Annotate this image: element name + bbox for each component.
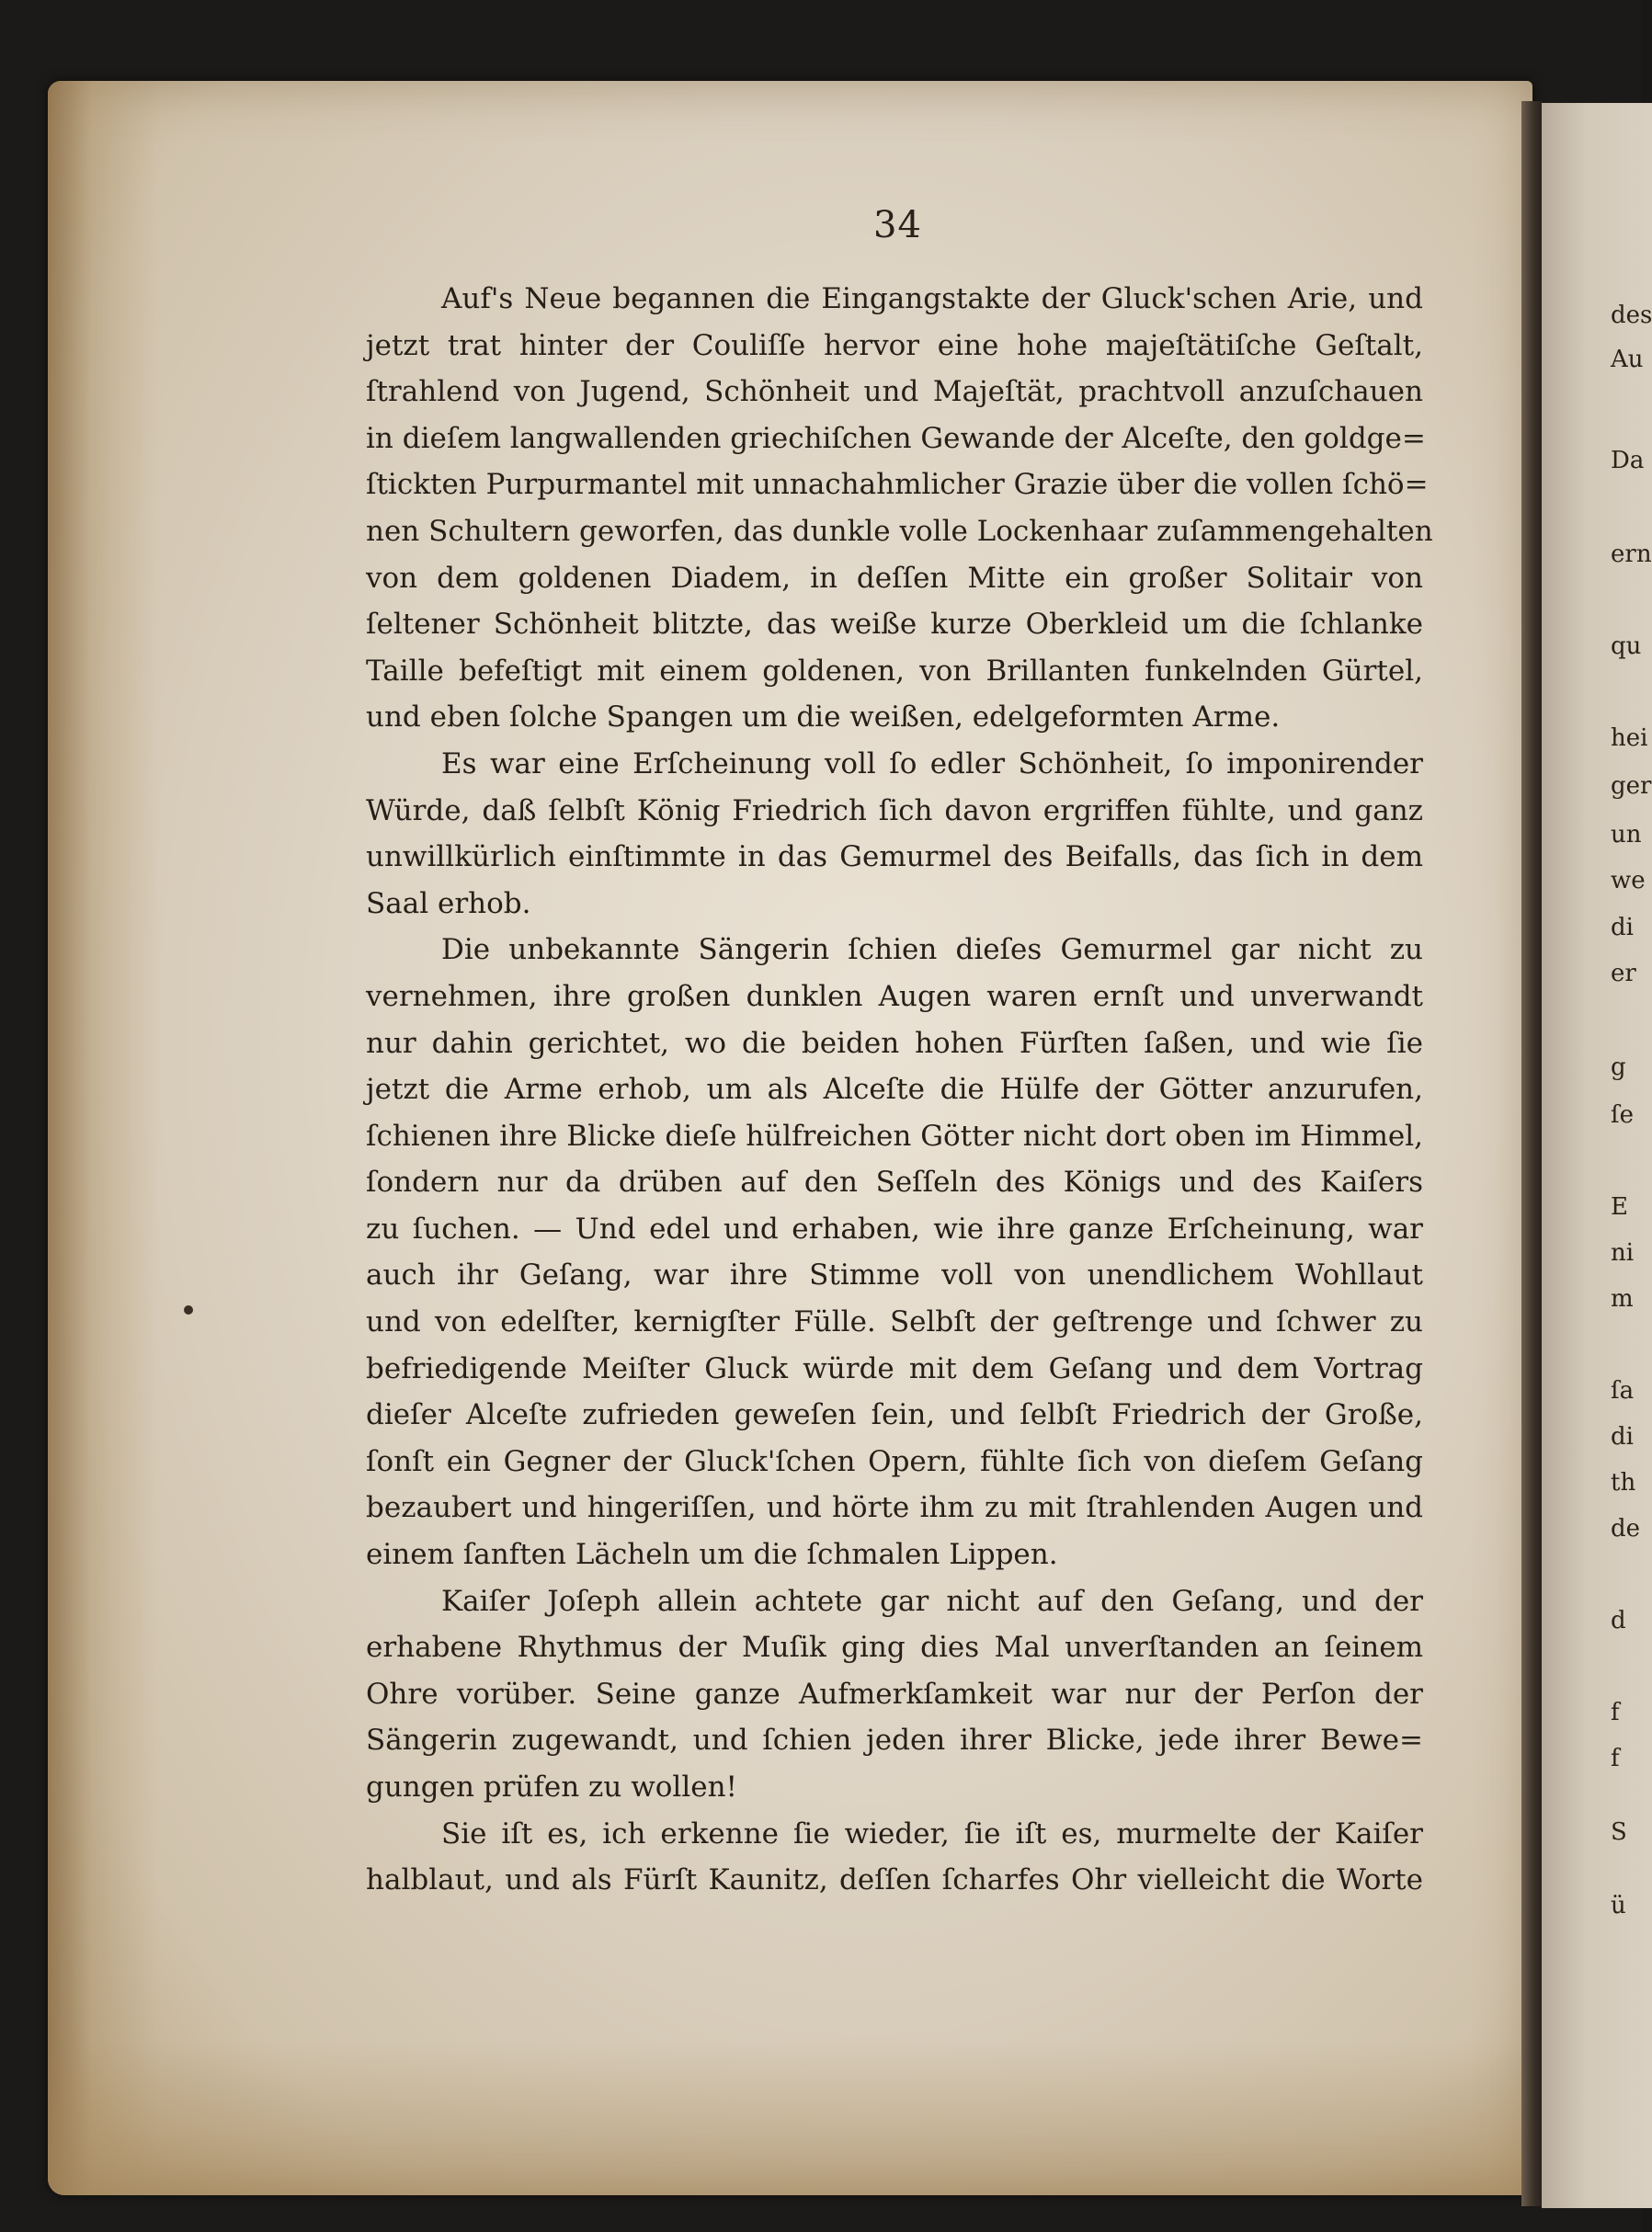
facing-page-fragment: er [1611,960,1636,987]
facing-page-fragment: E [1611,1193,1628,1221]
text-line: Ohre vorüber. Seine ganze Aufmerkſamkeit war nur der Perſon der [366,1677,1423,1711]
facing-page-fragment: ni [1611,1239,1635,1267]
text-line: ſchienen ihre Blicke dieſe hülfreichen Götter nicht dort oben im Himmel, [366,1119,1423,1153]
facing-page-fragment: Au [1611,346,1644,373]
ink-spot [184,1305,193,1315]
text-line: und von edelſter, kernigſter Fülle. Selbſt der geſtrenge und ſchwer zu [366,1305,1423,1339]
text-line: vernehmen, ihre großen dunklen Augen waren ernſt und unverwandt [366,979,1423,1013]
facing-page-fragment: m [1611,1285,1634,1313]
facing-page-fragment: Da [1611,447,1645,474]
text-line: Die unbekannte Sängerin ſchien dieſes Gemurmel gar nicht zu [441,933,1423,967]
facing-page-fragment: g [1611,1053,1626,1081]
page-number: 34 [873,204,922,246]
text-line: dieſer Alceſte zufrieden geweſen ſein, und ſelbſt Friedrich der Große, [366,1398,1423,1432]
text-line: bezaubert und hingeriſſen, und hörte ihm zu mit ſtrahlenden Augen und [366,1491,1423,1525]
text-line: nen Schultern geworfen, das dunkle volle Lockenhaar zuſammengehalten [366,514,1433,548]
facing-page-fragment: f [1611,1699,1620,1726]
facing-page-fragment: di [1611,914,1634,941]
facing-page-fragment: ü [1611,1892,1626,1919]
text-line: jetzt trat hinter der Couliſſe hervor eine hohe majeſtätiſche Geſtalt, [366,328,1423,362]
facing-page-fragment: un [1611,821,1642,848]
body-text [366,276,1433,1904]
text-line: auch ihr Geſang, war ihre Stimme voll von unendlichem Wohllaut [366,1258,1423,1293]
text-line: Würde, daß ſelbſt König Friedrich ſich davon ergriffen fühlte, und ganz [366,793,1423,827]
text-line: ſonſt ein Gegner der Gluck'ſchen Opern, fühlte ſich von dieſem Geſang [366,1444,1423,1478]
facing-page-fragment: S [1611,1818,1627,1846]
text-line: ſtrahlend von Jugend, Schönheit und Majeſtät, prachtvoll anzuſchauen [366,375,1423,409]
text-line: und eben ſolche Spangen um die weißen, edelgeformten Arme. [366,700,1281,735]
text-line: Kaiſer Joſeph allein achtete gar nicht auf den Geſang, und der [441,1584,1423,1618]
text-line: jetzt die Arme erhob, um als Alceſte die Hülfe der Götter anzurufen, [366,1073,1423,1107]
text-line: nur dahin gerichtet, wo die beiden hohen Fürſten ſaßen, und wie ſie [366,1026,1423,1060]
text-line: halblaut, und als Fürſt Kaunitz, deſſen ſcharfes Ohr vielleicht die Worte [366,1863,1423,1897]
text-line: Taille befeſtigt mit einem goldenen, von Brillanten funkelnden Gürtel, [366,654,1423,688]
text-line: Es war eine Erſcheinung voll ſo edler Schönheit, ſo imponirender [441,746,1423,780]
text-line: ſtickten Purpurmantel mit unnachahmlicher Grazie über die vollen ſchö= [366,468,1429,502]
facing-page-fragment: di [1611,1423,1634,1451]
text-line: unwillkürlich einſtimmte in das Gemurmel des Beifalls, das ſich in dem [366,840,1423,874]
text-line: zu ſuchen. — Und edel und erhaben, wie ihre ganze Erſcheinung, war [366,1212,1423,1246]
page-edge-stain [48,81,158,2195]
facing-page-fragment: ſa [1611,1377,1635,1405]
text-line: gungen prüfen zu wollen! [366,1771,737,1804]
text-line: in dieſem langwallenden griechiſchen Gewande der Alceſte, den goldge= [366,421,1426,455]
text-line: Sie iſt es, ich erkenne ſie wieder, ſie iſt es, murmelte der Kaiſer [441,1816,1423,1851]
facing-page-fragment: ern [1611,541,1652,568]
text-line: Auf's Neue begannen die Eingangstakte der Gluck'schen Arie, und [441,282,1423,315]
text-line: ſondern nur da drüben auf den Seſſeln des Königs und des Kaiſers [366,1166,1423,1200]
facing-page-fragment: f [1611,1745,1620,1772]
facing-page-fragment: des [1611,302,1652,329]
facing-page-fragment: ſe [1611,1101,1635,1129]
text-line: einem ſanften Lächeln um die ſchmalen Lippen. [366,1538,1058,1572]
facing-page-fragment: qu [1611,632,1642,660]
facing-page-fragment: th [1611,1469,1636,1497]
facing-page-fragment: we [1611,867,1646,894]
page-bottom-stain [48,2041,1532,2195]
text-line: befriedigende Meiſter Gluck würde mit dem Geſang und dem Vortrag [366,1351,1423,1385]
book-gutter [1521,101,1542,2206]
facing-page-edge [1542,103,1652,2208]
text-line: Sängerin zugewandt, und ſchien jeden ihrer Blicke, jede ihrer Bewe= [366,1724,1423,1758]
facing-page-fragment: de [1611,1515,1641,1543]
facing-page-fragment: hei [1611,724,1648,752]
text-line: von dem goldenen Diadem, in deſſen Mitte ein großer Solitair von [366,561,1423,595]
facing-page-fragment: ger [1611,772,1652,800]
text-line: erhabene Rhythmus der Muſik ging dies Mal unverſtanden an ſeinem [366,1631,1423,1665]
facing-page-fragment: d [1611,1607,1626,1634]
text-line: ſeltener Schönheit blitzte, das weiße kurze Oberkleid um die ſchlanke [366,608,1423,642]
text-line: Saal erhob. [366,886,531,920]
